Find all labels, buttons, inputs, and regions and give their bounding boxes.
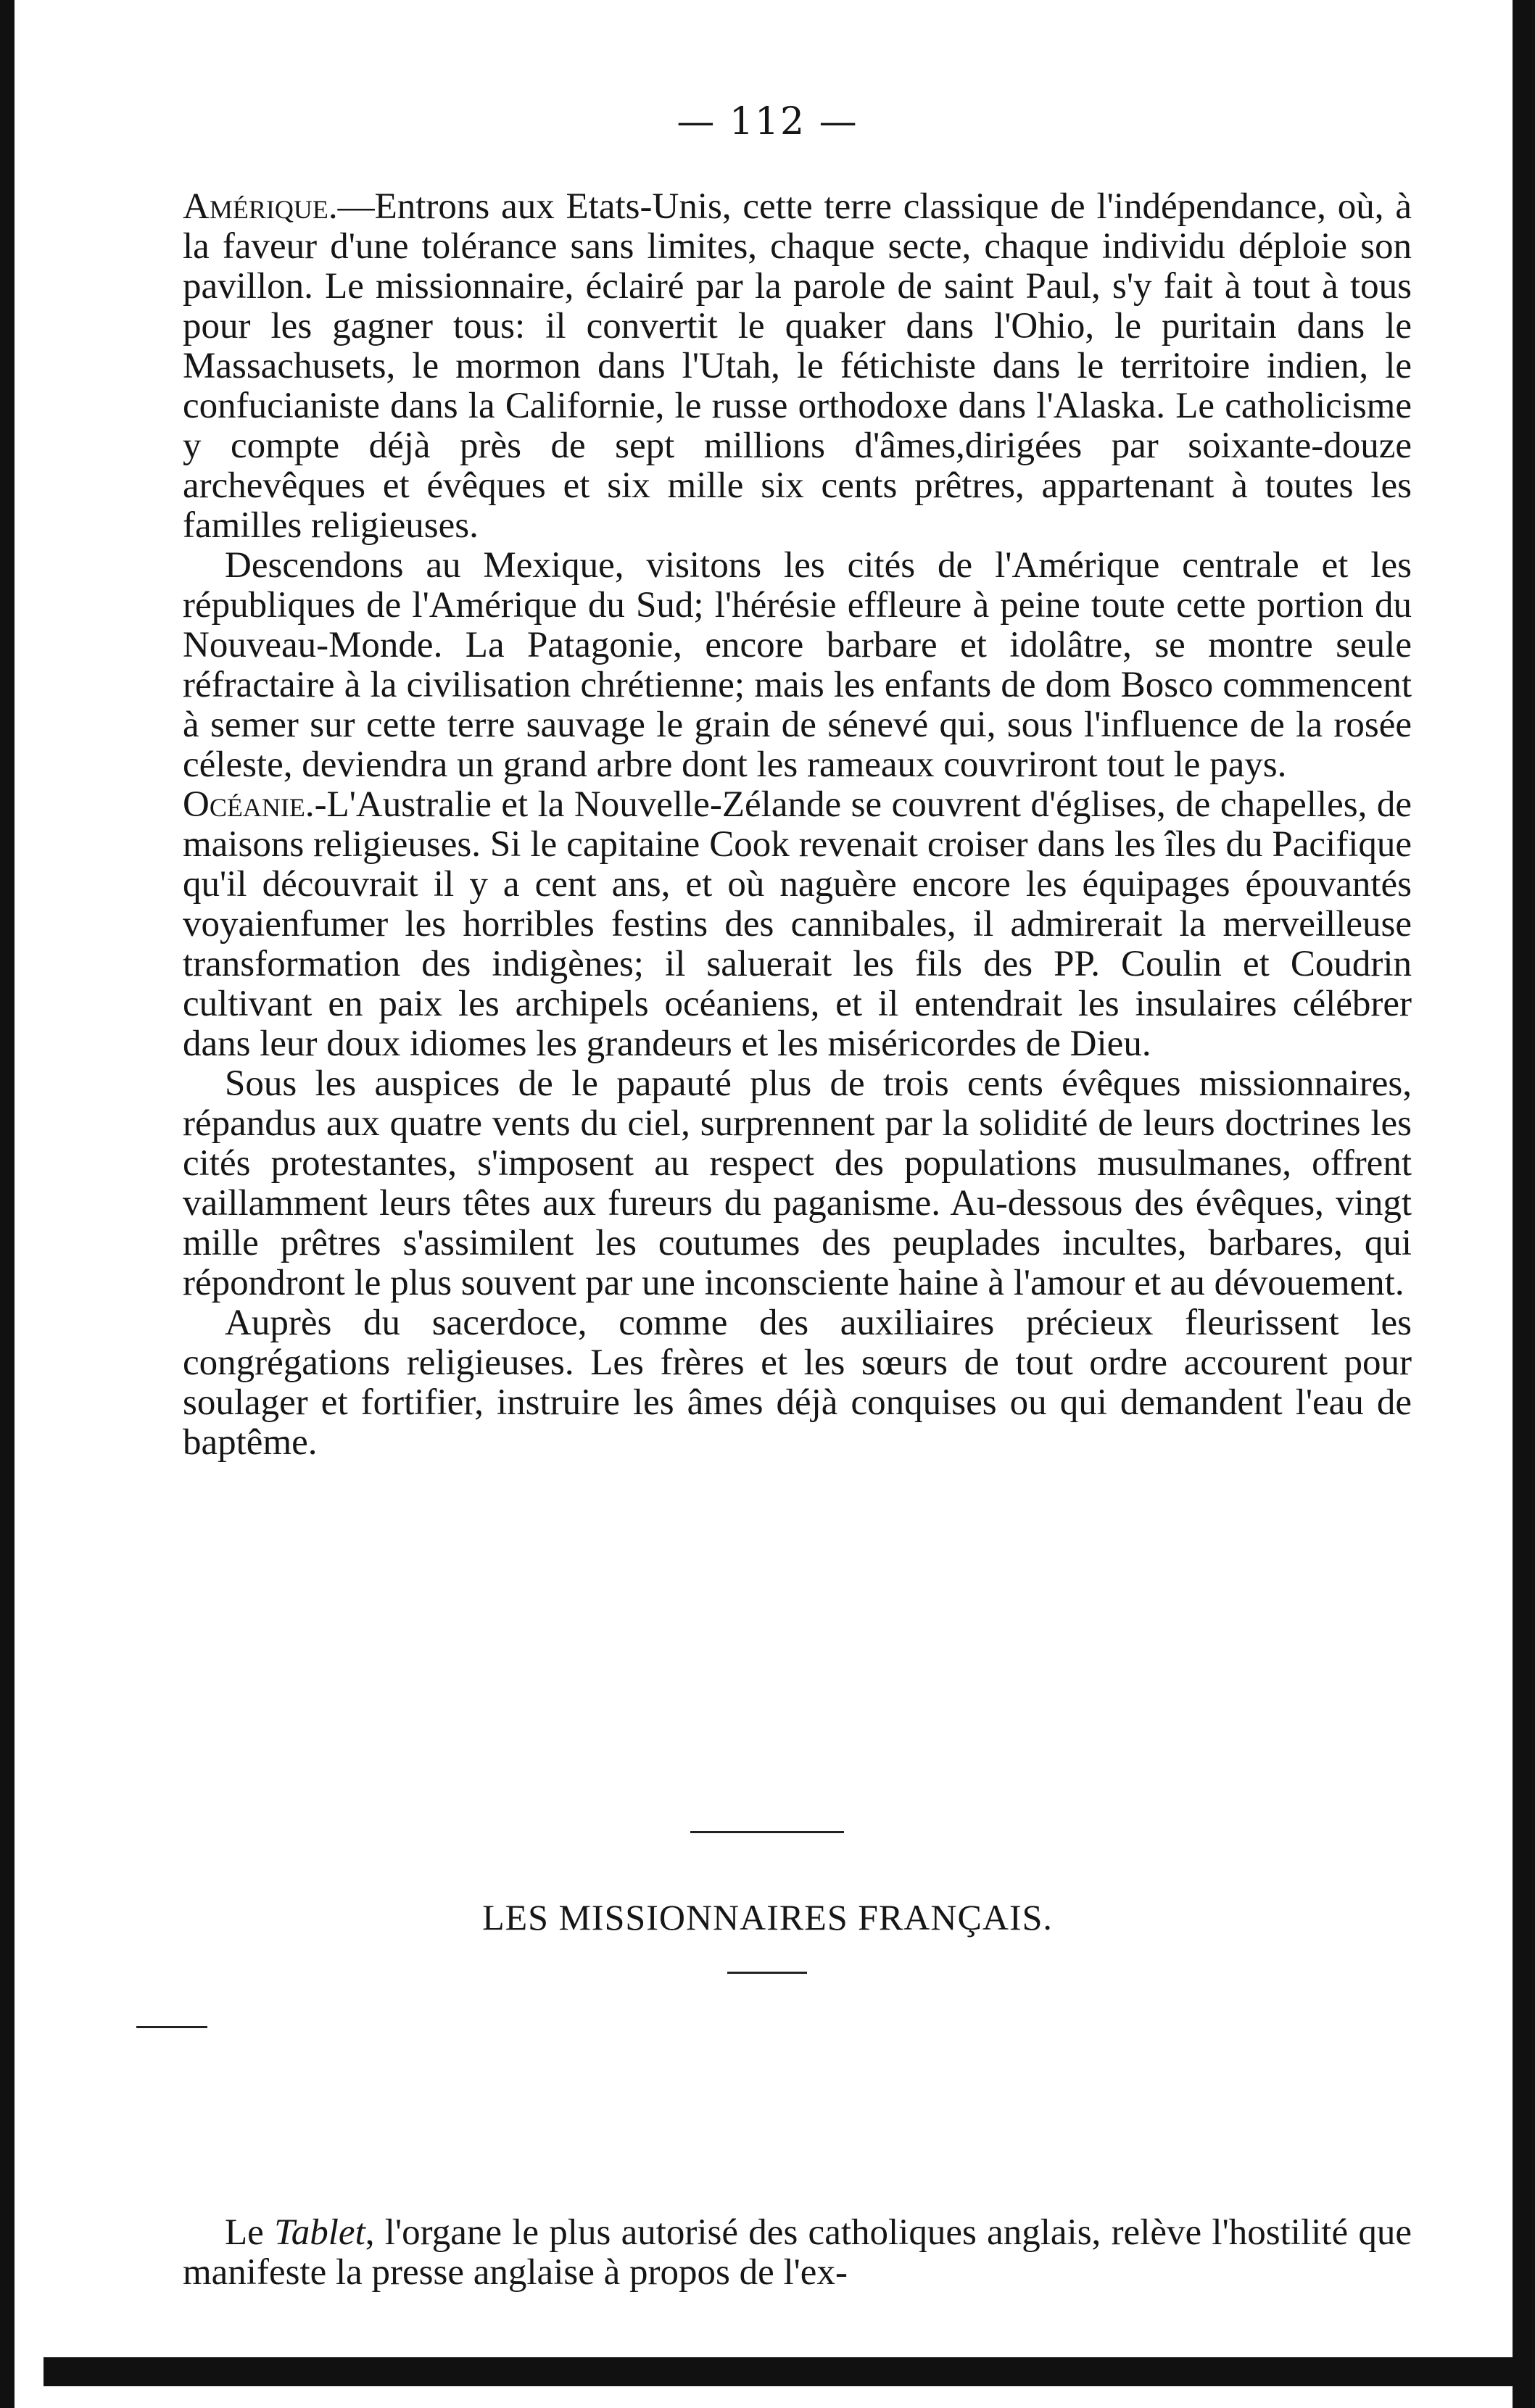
scan-bottom-edge	[44, 2357, 1523, 2386]
paragraph-papaute: Sous les auspices de le papauté plus de trois cents évêques missionnaires, répandus aux quatre vents du ciel, surprennent par la solidité de leurs doctrines les cités protestantes, s'imposent au respect des populations musulmanes, offrent vaillamment leurs têtes aux fureurs du paganisme. Au-dessous des évêques, vingt mille prêtres s'assimilent les coutumes des peuplades incultes, barbares, qui répondront le plus souvent par une inconsciente haine à l'amour et au dévouement.	[183, 1063, 1412, 1303]
tablet-prefix: Le	[225, 2212, 264, 2253]
separator-rule-top	[690, 1831, 844, 1833]
paragraph-text: .-L'Australie et la Nouvelle-Zélande se couvrent d'églises, de chapelles, de maisons religieuses. Si le capitaine Cook revenait croiser dans les îles du Pacifique qu'il découvrait il y a cent ans, et où naguère encore les équipages épouvantés voyaienfumer les horribles festins des cannibales, il admirerait la merveilleuse transformation des indigènes; il saluerait les fils des PP. Coulin et Coudrin cultivant en paix les archipels océaniens, et il entendrait les insulaires célébrer dans leur doux idiomes les grandeurs et les miséricordes de Dieu.	[183, 784, 1412, 1064]
section-heading: LES MISSIONNAIRES FRANÇAIS.	[482, 1897, 1053, 1938]
page-number: — 112 —	[677, 100, 858, 144]
section-lead-amerique: Amérique	[183, 186, 328, 227]
separator-rule-bottom	[727, 1972, 807, 1974]
scan-left-edge	[0, 0, 15, 2408]
paragraph-oceanie	[183, 785, 1412, 1064]
paragraph-text: .—Entrons aux Etats-Unis, cette terre classique de l'indépendance, où, à la faveur d'une tolérance sans limites, chaque secte, chaque individu déploie son pavillon. Le missionnaire, éclairé par la parole de saint Paul, s'y fait à tout à tous pour les gagner tous: il convertit le quaker dans l'Ohio, le puritain dans le Massachusets, le mormon dans l'Utah, le fétichiste dans le territoire indien, le confucianiste dans la Californie, le russe orthodoxe dans l'Alaska. Le catholicisme y compte déjà près de sept millions d'âmes,dirigées par soixante-douze archevêques et évêques et six mille six cents prêtres, appartenant à toutes les familles religieuses.	[183, 186, 1412, 546]
tablet-title: Tablet	[274, 2212, 365, 2253]
paragraph-mexique: Descendons au Mexique, visitons les cités de l'Amérique centrale et les républiques de l'Amérique du Sud; l'hérésie effleure à peine toute cette portion du Nouveau-Monde. La Patagonie, encore barbare et idolâtre, se montre seule réfractaire à la civilisation chrétienne; mais les enfants de dom Bosco commencent à semer sur cette terre sauvage le grain de sénevé qui, sous l'influence de la rosée céleste, deviendra un grand arbre dont les rameaux couvriront tout le pays.	[183, 545, 1412, 785]
margin-dash	[136, 2026, 207, 2028]
body-text	[183, 187, 1412, 1463]
paragraph-tablet	[183, 2213, 1412, 2293]
paragraph-sacerdoce: Auprès du sacerdoce, comme des auxiliaires précieux fleurissent les congrégations religieuses. Les frères et les sœurs de tout ordre accourent pour soulager et fortifier, instruire les âmes déjà conquises ou qui demandent l'eau de baptême.	[183, 1303, 1412, 1463]
paragraph-amerique	[183, 187, 1412, 546]
scan-right-edge	[1513, 0, 1535, 2408]
section-lead-oceanie: Océanie	[183, 784, 305, 825]
tablet-text: , l'organe le plus autorisé des catholiques anglais, relève l'hostilité que manifeste la presse anglaise à propos de l'ex-	[183, 2212, 1412, 2293]
paragraph-tablet-text	[183, 2213, 1412, 2293]
